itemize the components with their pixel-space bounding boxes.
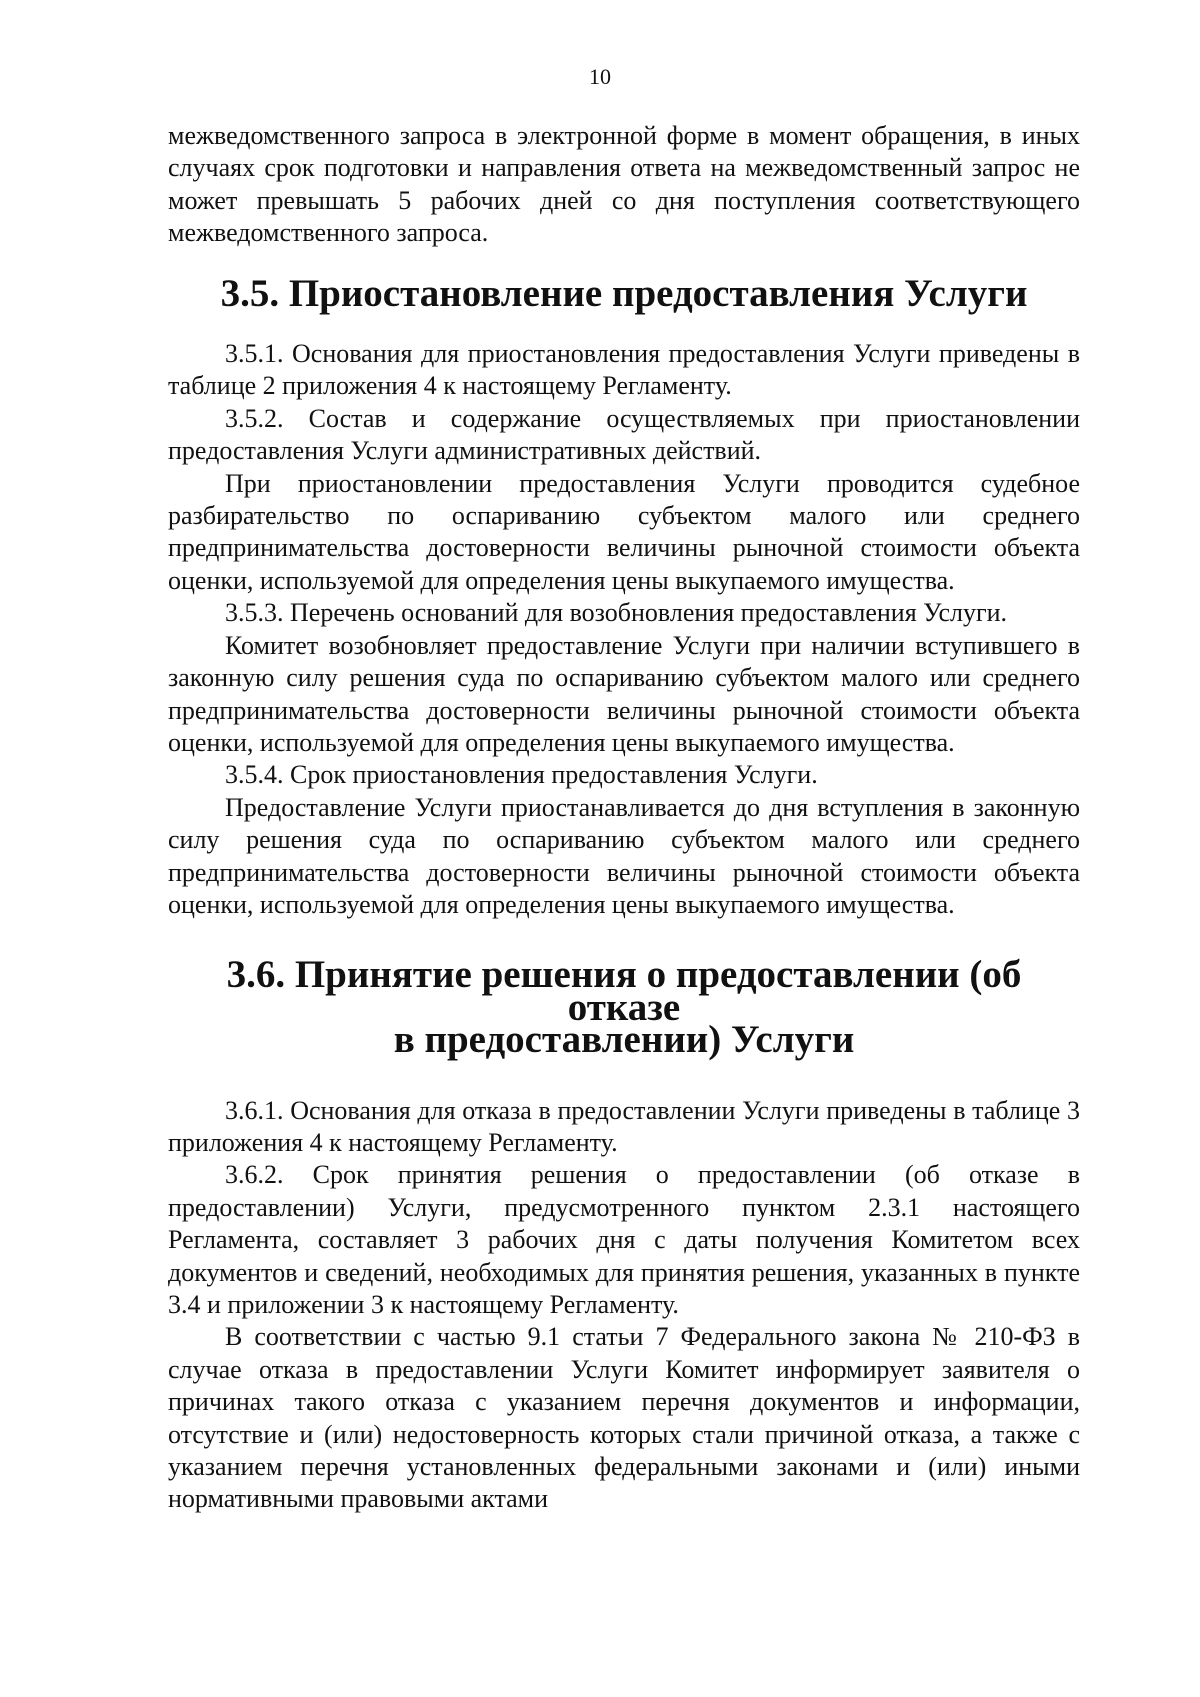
section-heading-3-6-line1: 3.6. Принятие решения о предоставлении (об отказе [226,953,1022,1029]
section-heading-3-6 [168,953,1080,1062]
section-heading-3-5 [168,271,1080,315]
paragraph-refusal-notice: В соответствии с частью 9.1 статьи 7 Федерального закона № 210-ФЗ в случае отказа в предоставлении Услуги Комитет информирует заявителя о причинах такого отказа с указанием перечня документов и информации, отсутствие и (или) недостоверность которых стали причиной отказа, а также с указанием перечня установленных федеральными законами и (или) иными нормативными правовыми актами [168,1322,1080,1514]
paragraph-resumption: Комитет возобновляет предоставление Услуги при наличии вступившего в законную силу решения суда по оспариванию субъектом малого или среднего предпринимательства достоверности величины рыночной стоимости объекта оценки, используемой для определения цены выкупаемого имущества. [168,630,1080,757]
section-heading-3-5-text: 3.5. Приостановление предоставления Услуги [220,271,1028,315]
page-number: 10 [589,64,611,89]
paragraph-3-5-1: 3.5.1. Основания для приостановления предоставления Услуги приведены в таблице 2 приложения 4 к настоящему Регламенту. [168,339,1080,401]
paragraph-suspension-term: Предоставление Услуги приостанавливается до дня вступления в законную силу решения суда по оспариванию субъектом малого или среднего предпринимательства достоверности величины рыночной стоимости объекта оценки, используемой для определения цены выкупаемого имущества. [168,792,1080,919]
paragraph-3-6-2: 3.6.2. Срок принятия решения о предоставлении (об отказе в предоставлении) Услуги, предусмотренного пунктом 2.3.1 настоящего Регламента, составляет 3 рабочих дня с даты получения Комитетом всех документов и сведений, необходимых для принятия решения, указанных в пункте 3.4 и приложении 3 к настоящему Регламенту. [168,1160,1080,1319]
document-body [168,120,1080,1516]
paragraph-3-5-4: 3.5.4. Срок приостановления предоставления Услуги. [225,760,818,790]
paragraph-continuation: межведомственного запроса в электронной форме в момент обращения, в иных случаях срок подготовки и направления ответа на межведомственный запрос не может превышать 5 рабочих дней со дня поступления соответствующего межведомственного запроса. [168,121,1080,248]
paragraph-suspension-process: При приостановлении предоставления Услуги проводится судебное разбирательство по оспариванию субъектом малого или среднего предпринимательства достоверности величины рыночной стоимости объекта оценки, используемой для определения цены выкупаемого имущества. [168,468,1080,595]
section-heading-3-6-line2: в предоставлении) Услуги [393,1018,855,1062]
paragraph-3-5-3: 3.5.3. Перечень оснований для возобновления предоставления Услуги. [225,598,1008,628]
paragraph-3-5-2: 3.5.2. Состав и содержание осуществляемых при приостановлении предоставления Услуги административных действий. [168,403,1080,466]
paragraph-3-6-1: 3.6.1. Основания для отказа в предоставлении Услуги приведены в таблице 3 приложения 4 к настоящему Регламенту. [168,1095,1080,1157]
